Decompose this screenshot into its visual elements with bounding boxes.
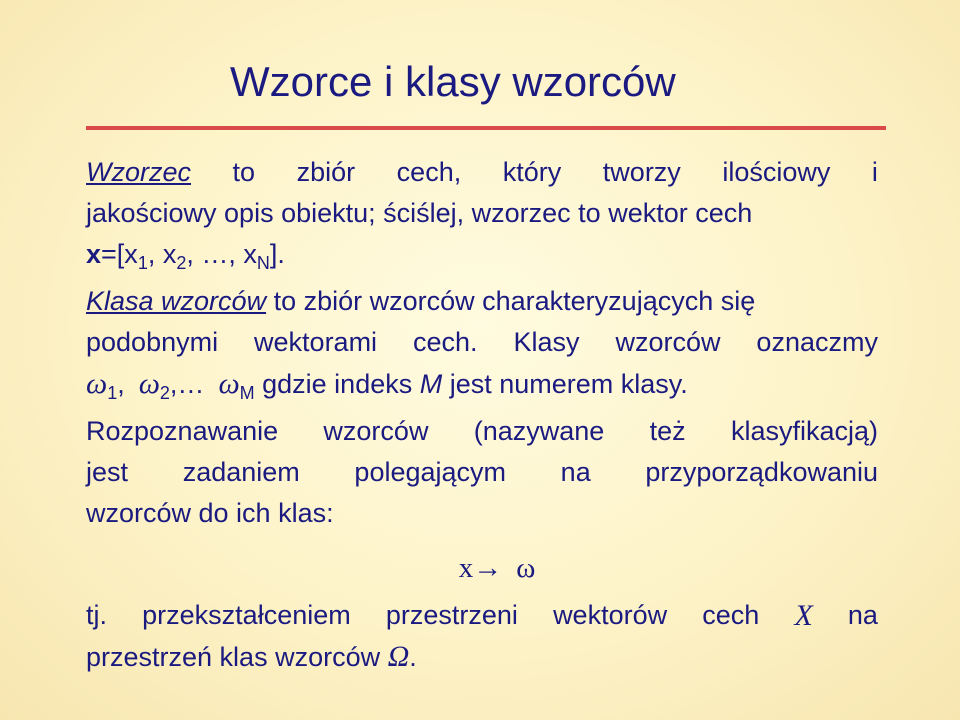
p1-word: to (232, 157, 256, 187)
vec-comma: , x (147, 239, 177, 269)
title-divider (86, 126, 886, 130)
p3-word: jest (86, 457, 129, 487)
omega-symbol: ω (86, 367, 108, 400)
p2-line2 (86, 322, 878, 363)
p3-word: na (560, 457, 591, 487)
p1-line1 (86, 152, 878, 193)
p2-word: Klasy (513, 327, 580, 357)
p1-line2: jakościowy opis obiektu; ściślej, wzorzec to wektor cech (86, 198, 753, 228)
mapping-from: x (458, 552, 474, 584)
omega-sep: ,… (169, 369, 205, 399)
sub-n: N (256, 253, 270, 273)
p2-line1-rest: to zbiór wzorców charakteryzujących się (266, 286, 756, 316)
p3-line1 (86, 411, 878, 452)
omega-sub-1: 1 (107, 383, 118, 403)
p4-word: cech (702, 600, 760, 630)
omega-sep: , (117, 369, 125, 399)
p4-word: na (847, 600, 878, 630)
p3-word: Rozpoznawanie (86, 416, 279, 446)
mapping-to: ω (516, 552, 536, 584)
p1-word: i (871, 157, 878, 187)
p2-word: wektorami (254, 327, 378, 357)
p4-word: przestrzeni (385, 600, 518, 630)
vec-eq: =[x (101, 239, 138, 269)
p2-word: cech. (413, 327, 478, 357)
index-m: M (419, 369, 443, 399)
vector-x: x (86, 239, 102, 269)
p3-word: wzorców (323, 416, 429, 446)
p4-line2 (86, 636, 878, 678)
space-x: X (794, 599, 813, 632)
p3-word: (nazywane (473, 416, 605, 446)
p2-word: wzorców (615, 327, 721, 357)
p2-text-b: jest numerem klasy. (442, 369, 688, 399)
p4-word: przekształceniem (142, 600, 351, 630)
sub-1: 1 (137, 253, 148, 273)
p2-text-a: gdzie indeks (254, 369, 420, 399)
p4-line2-text: przestrzeń klas wzorców (86, 642, 388, 672)
p1-word: który (502, 157, 562, 187)
omega-sub-m: M (239, 383, 255, 403)
p3-word: zadaniem (182, 457, 300, 487)
p1-word: tworzy (602, 157, 681, 187)
p3-word: przyporządkowaniu (645, 457, 878, 487)
vec-close: ]. (269, 239, 285, 269)
p1-word: ilościowy (722, 157, 831, 187)
mapping-formula (86, 548, 878, 589)
p4-line1 (86, 595, 878, 636)
omega-symbol: ω (138, 367, 160, 400)
p1-vector (86, 234, 878, 275)
omega-sub-2: 2 (159, 383, 170, 403)
p4-word: wektorów (553, 600, 668, 630)
p1-word: cech, (396, 157, 462, 187)
p1-word: zbiór (296, 157, 356, 187)
p2-word: oznaczmy (756, 327, 878, 357)
term-klasa-wzorcow: Klasa wzorców (86, 286, 267, 316)
p4-end: . (409, 642, 417, 672)
p2-omega-line (86, 363, 878, 405)
p3-line2 (86, 452, 878, 493)
p3-word: też (649, 416, 686, 446)
vec-ellipsis: , …, x (186, 239, 257, 269)
omega-symbol: ω (218, 367, 240, 400)
slide-body (86, 152, 878, 678)
term-wzorzec: Wzorzec (86, 157, 192, 187)
p4-word: tj. (86, 600, 108, 630)
arrow-icon: → (473, 552, 503, 584)
p3-line3: wzorców do ich klas: (86, 498, 334, 528)
p2-word: podobnymi (86, 327, 219, 357)
sub-2: 2 (176, 253, 187, 273)
p3-word: klasyfikacją) (730, 416, 878, 446)
slide-title: Wzorce i klasy wzorców (230, 58, 676, 105)
p3-word: polegającym (354, 457, 507, 487)
p2-line1 (86, 281, 878, 322)
space-omega: Ω (387, 640, 410, 673)
